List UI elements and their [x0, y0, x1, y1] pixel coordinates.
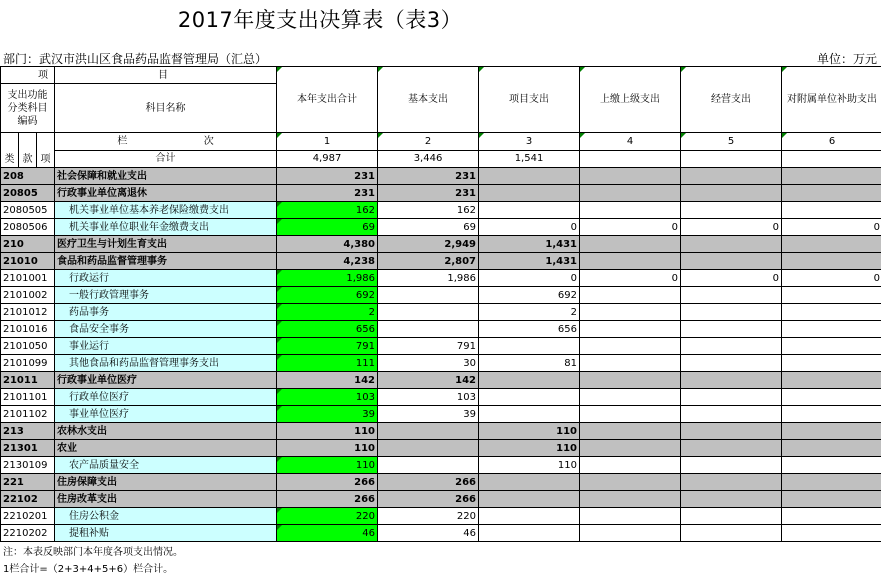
row-code: 208 — [1, 168, 55, 185]
row-value-2: 39 — [378, 406, 479, 423]
row-value-4 — [580, 253, 681, 270]
total-value-5 — [681, 150, 782, 168]
col-num-3: 3 — [479, 133, 580, 151]
row-value-2: 2,807 — [378, 253, 479, 270]
row-value-1: 110 — [277, 457, 378, 474]
row-value-4 — [580, 287, 681, 304]
row-code: 213 — [1, 423, 55, 440]
row-code: 221 — [1, 474, 55, 491]
table-row — [1, 440, 881, 457]
row-value-4 — [580, 406, 681, 423]
department-label: 部门：武汉市洪山区食品药品监督管理局（汇总） — [3, 50, 267, 67]
row-code: 2101102 — [1, 406, 55, 423]
row-value-5 — [681, 202, 782, 219]
row-code: 22102 — [1, 491, 55, 508]
row-value-6 — [782, 185, 881, 202]
table-row — [1, 202, 881, 219]
row-value-6 — [782, 457, 881, 474]
table-row — [1, 389, 881, 406]
row-value-1: 110 — [277, 423, 378, 440]
row-value-4 — [580, 423, 681, 440]
table-row — [1, 236, 881, 253]
row-value-1: 69 — [277, 219, 378, 236]
row-value-3 — [479, 508, 580, 525]
table-row — [1, 253, 881, 270]
header-lan: 栏 — [117, 136, 127, 147]
row-name: 住房保障支出 — [55, 474, 277, 491]
row-value-3: 1,431 — [479, 236, 580, 253]
row-value-5 — [681, 457, 782, 474]
row-name: 农产品质量安全 — [55, 457, 277, 474]
row-value-5: 0 — [681, 270, 782, 287]
row-name: 行政事业单位医疗 — [55, 372, 277, 389]
note-1: 注：本表反映部门本年度各项支出情况。 — [3, 543, 183, 558]
row-code: 21010 — [1, 253, 55, 270]
table-row — [1, 219, 881, 236]
row-value-5 — [681, 423, 782, 440]
row-value-2: 1,986 — [378, 270, 479, 287]
row-value-1: 2 — [277, 304, 378, 321]
col-num-5: 5 — [681, 133, 782, 151]
expenditure-table — [0, 66, 881, 542]
row-name: 农林水支出 — [55, 423, 277, 440]
row-value-6 — [782, 338, 881, 355]
table-header — [1, 67, 881, 168]
row-value-3 — [479, 389, 580, 406]
row-value-3: 110 — [479, 423, 580, 440]
row-code: 20805 — [1, 185, 55, 202]
row-value-2 — [378, 304, 479, 321]
row-code: 210 — [1, 236, 55, 253]
row-code: 2101012 — [1, 304, 55, 321]
row-code: 2130109 — [1, 457, 55, 474]
total-value-1: 4,987 — [277, 150, 378, 168]
row-value-1: 266 — [277, 474, 378, 491]
row-value-2 — [378, 287, 479, 304]
lan-ci-label — [55, 133, 277, 151]
row-name: 食品和药品监督管理事务 — [55, 253, 277, 270]
row-value-5 — [681, 525, 782, 542]
table-row — [1, 423, 881, 440]
row-value-2: 231 — [378, 168, 479, 185]
row-value-4 — [580, 525, 681, 542]
row-code: 2101050 — [1, 338, 55, 355]
row-value-3: 110 — [479, 440, 580, 457]
header-lei: 类 — [1, 133, 19, 167]
row-value-5 — [681, 491, 782, 508]
row-value-4 — [580, 338, 681, 355]
row-value-4 — [580, 457, 681, 474]
row-value-6: 0 — [782, 270, 881, 287]
row-value-5 — [681, 474, 782, 491]
row-value-5 — [681, 185, 782, 202]
row-code: 2101002 — [1, 287, 55, 304]
table-row — [1, 355, 881, 372]
row-value-4 — [580, 355, 681, 372]
header-mu: 目 — [55, 67, 277, 84]
row-code: 2080505 — [1, 202, 55, 219]
row-code: 2210202 — [1, 525, 55, 542]
col-num-1: 1 — [277, 133, 378, 151]
row-code: 2101101 — [1, 389, 55, 406]
row-value-3: 656 — [479, 321, 580, 338]
row-value-5 — [681, 304, 782, 321]
row-value-2: 30 — [378, 355, 479, 372]
row-value-6 — [782, 202, 881, 219]
header-ci: 次 — [204, 136, 214, 147]
table-row — [1, 338, 881, 355]
row-code: 2101016 — [1, 321, 55, 338]
row-name: 行政事业单位离退休 — [55, 185, 277, 202]
row-value-3: 0 — [479, 219, 580, 236]
row-value-6 — [782, 253, 881, 270]
row-name: 提租补贴 — [55, 525, 277, 542]
total-value-2: 3,446 — [378, 150, 479, 168]
col-header-3: 项目支出 — [479, 67, 580, 133]
row-value-2 — [378, 423, 479, 440]
table-row — [1, 372, 881, 389]
col-num-6: 6 — [782, 133, 881, 151]
row-name: 行政单位医疗 — [55, 389, 277, 406]
row-code: 21011 — [1, 372, 55, 389]
row-value-2: 266 — [378, 491, 479, 508]
table-row — [1, 457, 881, 474]
table-row — [1, 287, 881, 304]
row-value-2: 46 — [378, 525, 479, 542]
row-code: 2080506 — [1, 219, 55, 236]
row-value-1: 266 — [277, 491, 378, 508]
name-header: 科目名称 — [55, 84, 277, 133]
row-value-2: 69 — [378, 219, 479, 236]
row-value-6 — [782, 491, 881, 508]
row-value-6 — [782, 355, 881, 372]
col-header-6: 对附属单位补助支出 — [782, 67, 881, 133]
row-value-3 — [479, 372, 580, 389]
row-value-3 — [479, 474, 580, 491]
row-name: 机关事业单位基本养老保险缴费支出 — [55, 202, 277, 219]
header-xiang2: 项 — [37, 133, 54, 167]
table-row — [1, 508, 881, 525]
row-value-3: 110 — [479, 457, 580, 474]
row-value-3: 81 — [479, 355, 580, 372]
table-row — [1, 525, 881, 542]
row-value-2: 2,949 — [378, 236, 479, 253]
row-name: 机关事业单位职业年金缴费支出 — [55, 219, 277, 236]
page-title: 2017年度支出决算表（表3） — [0, 4, 640, 34]
row-value-4 — [580, 202, 681, 219]
row-value-1: 103 — [277, 389, 378, 406]
row-value-4 — [580, 236, 681, 253]
row-value-3 — [479, 525, 580, 542]
row-value-1: 39 — [277, 406, 378, 423]
row-value-3 — [479, 338, 580, 355]
row-code: 2101001 — [1, 270, 55, 287]
row-value-4 — [580, 321, 681, 338]
row-value-5 — [681, 508, 782, 525]
row-value-1: 142 — [277, 372, 378, 389]
table-row — [1, 304, 881, 321]
table-body — [1, 168, 881, 542]
row-code: 21301 — [1, 440, 55, 457]
table-row — [1, 168, 881, 185]
row-value-2: 220 — [378, 508, 479, 525]
row-value-5 — [681, 168, 782, 185]
row-name: 住房公积金 — [55, 508, 277, 525]
row-value-1: 1,986 — [277, 270, 378, 287]
table-row — [1, 406, 881, 423]
row-value-2: 142 — [378, 372, 479, 389]
row-value-1: 162 — [277, 202, 378, 219]
row-value-4 — [580, 304, 681, 321]
col-header-1: 本年支出合计 — [277, 67, 378, 133]
row-value-6 — [782, 287, 881, 304]
row-value-2: 266 — [378, 474, 479, 491]
row-name: 事业运行 — [55, 338, 277, 355]
row-value-6 — [782, 508, 881, 525]
col-header-2: 基本支出 — [378, 67, 479, 133]
lei-kuan-xiang-cell — [1, 133, 55, 168]
row-value-6 — [782, 474, 881, 491]
row-value-2 — [378, 321, 479, 338]
row-value-5 — [681, 389, 782, 406]
row-value-6: 0 — [782, 219, 881, 236]
row-value-4 — [580, 372, 681, 389]
row-value-4 — [580, 168, 681, 185]
row-name: 事业单位医疗 — [55, 406, 277, 423]
col-num-4: 4 — [580, 133, 681, 151]
row-value-4: 0 — [580, 270, 681, 287]
row-value-4: 0 — [580, 219, 681, 236]
unit-label: 单位：万元 — [817, 50, 877, 67]
row-code: 2101099 — [1, 355, 55, 372]
row-value-2: 103 — [378, 389, 479, 406]
row-value-5 — [681, 321, 782, 338]
table-row — [1, 474, 881, 491]
row-value-5 — [681, 372, 782, 389]
row-value-3: 1,431 — [479, 253, 580, 270]
row-name: 一般行政管理事务 — [55, 287, 277, 304]
row-value-5 — [681, 287, 782, 304]
total-value-4 — [580, 150, 681, 168]
row-value-6 — [782, 236, 881, 253]
note-2: 1栏合计=（2+3+4+5+6）栏合计。 — [3, 560, 173, 575]
row-value-3 — [479, 406, 580, 423]
row-value-1: 46 — [277, 525, 378, 542]
row-value-6 — [782, 168, 881, 185]
row-value-6 — [782, 389, 881, 406]
row-value-6 — [782, 304, 881, 321]
row-value-1: 231 — [277, 185, 378, 202]
row-value-5 — [681, 440, 782, 457]
row-value-3: 0 — [479, 270, 580, 287]
table-row — [1, 491, 881, 508]
row-value-1: 231 — [277, 168, 378, 185]
row-value-2 — [378, 457, 479, 474]
row-value-1: 4,380 — [277, 236, 378, 253]
row-value-6 — [782, 372, 881, 389]
row-value-6 — [782, 440, 881, 457]
row-value-3 — [479, 185, 580, 202]
row-value-3 — [479, 491, 580, 508]
row-value-2: 162 — [378, 202, 479, 219]
table-row — [1, 270, 881, 287]
row-value-4 — [580, 474, 681, 491]
row-value-3 — [479, 202, 580, 219]
row-value-6 — [782, 406, 881, 423]
row-value-4 — [580, 491, 681, 508]
row-value-2: 791 — [378, 338, 479, 355]
row-value-1: 692 — [277, 287, 378, 304]
row-name: 行政运行 — [55, 270, 277, 287]
row-name: 药品事务 — [55, 304, 277, 321]
row-name: 住房改革支出 — [55, 491, 277, 508]
row-name: 其他食品和药品监督管理事务支出 — [55, 355, 277, 372]
row-value-3: 692 — [479, 287, 580, 304]
total-label: 合计 — [55, 150, 277, 168]
row-value-4 — [580, 389, 681, 406]
row-value-3 — [479, 168, 580, 185]
row-value-1: 220 — [277, 508, 378, 525]
header-kuan: 款 — [19, 133, 37, 167]
row-value-5: 0 — [681, 219, 782, 236]
row-value-1: 791 — [277, 338, 378, 355]
row-value-1: 656 — [277, 321, 378, 338]
row-value-1: 111 — [277, 355, 378, 372]
row-name: 医疗卫生与计划生育支出 — [55, 236, 277, 253]
table-row — [1, 321, 881, 338]
row-name: 社会保障和就业支出 — [55, 168, 277, 185]
row-value-2: 231 — [378, 185, 479, 202]
row-value-5 — [681, 355, 782, 372]
row-value-5 — [681, 338, 782, 355]
row-value-5 — [681, 253, 782, 270]
col-header-5: 经营支出 — [681, 67, 782, 133]
table-row — [1, 185, 881, 202]
header-xiang: 项 — [1, 67, 55, 84]
row-value-5 — [681, 406, 782, 423]
row-value-4 — [580, 508, 681, 525]
total-value-3: 1,541 — [479, 150, 580, 168]
row-value-1: 110 — [277, 440, 378, 457]
col-header-4: 上缴上级支出 — [580, 67, 681, 133]
row-value-1: 4,238 — [277, 253, 378, 270]
total-value-6 — [782, 150, 881, 168]
row-value-6 — [782, 423, 881, 440]
row-value-2 — [378, 440, 479, 457]
row-value-4 — [580, 185, 681, 202]
row-value-6 — [782, 321, 881, 338]
col-num-2: 2 — [378, 133, 479, 151]
row-code: 2210201 — [1, 508, 55, 525]
row-value-6 — [782, 525, 881, 542]
row-value-5 — [681, 236, 782, 253]
row-name: 农业 — [55, 440, 277, 457]
code-header: 支出功能分类科目编码 — [1, 84, 55, 133]
row-value-4 — [580, 440, 681, 457]
row-value-3: 2 — [479, 304, 580, 321]
row-name: 食品安全事务 — [55, 321, 277, 338]
